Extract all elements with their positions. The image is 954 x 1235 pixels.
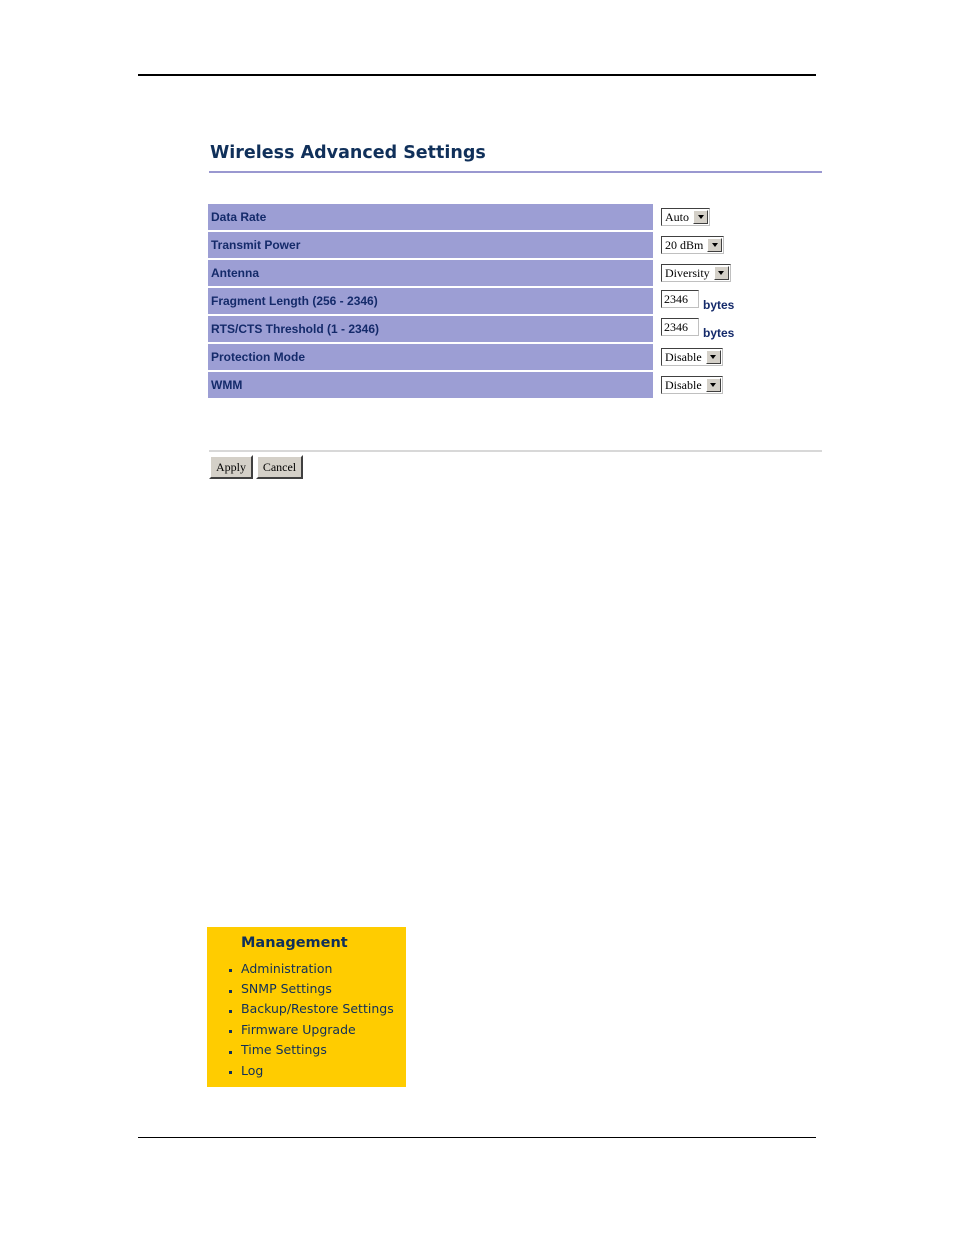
setting-label: Transmit Power [208,232,657,260]
setting-label: Data Rate [208,204,657,232]
bullet-icon [229,969,232,972]
menu-item-firmware-upgrade[interactable]: Firmware Upgrade [229,1019,394,1039]
protection-mode-select[interactable] [661,348,723,366]
select-value: 20 dBm [665,237,704,252]
chevron-down-icon[interactable] [693,210,708,224]
unit-label: bytes [703,325,735,340]
footer-rule [138,1137,816,1138]
fragment-length-input[interactable]: 2346 [661,290,699,308]
select-value: Diversity [665,265,710,280]
menu-item-time-settings[interactable]: Time Settings [229,1040,394,1060]
chevron-down-icon[interactable] [706,350,721,364]
apply-button[interactable]: Apply [209,455,253,479]
setting-label: Protection Mode [208,344,657,372]
bullet-icon [229,1030,232,1033]
unit-label: bytes [703,297,735,312]
chevron-down-icon[interactable] [714,266,729,280]
chevron-down-icon[interactable] [707,238,722,252]
setting-row-wmm [208,372,822,400]
menu-item-snmp-settings[interactable]: SNMP Settings [229,978,394,998]
rts-threshold-input[interactable]: 2346 [661,318,699,336]
setting-label: Antenna [208,260,657,288]
wmm-select[interactable] [661,376,723,394]
setting-row-rts-threshold [208,316,822,344]
title-underline [209,171,822,173]
antenna-select[interactable] [661,264,731,282]
setting-label: Fragment Length (256 - 2346) [208,288,657,316]
bullet-icon [229,990,232,993]
setting-row-antenna [208,260,822,288]
setting-row-protection-mode [208,344,822,372]
management-menu [207,927,406,1087]
setting-label: RTS/CTS Threshold (1 - 2346) [208,316,657,344]
select-value: Disable [665,377,702,392]
form-divider [209,450,822,452]
data-rate-select[interactable] [661,208,710,226]
menu-item-backup-restore[interactable]: Backup/Restore Settings [229,999,394,1019]
select-value: Auto [665,209,689,224]
menu-item-log[interactable]: Log [229,1060,394,1080]
management-menu-list [229,958,394,1080]
bullet-icon [229,1051,232,1054]
setting-row-fragment-length [208,288,822,316]
chevron-down-icon[interactable] [706,378,721,392]
cancel-button[interactable]: Cancel [256,455,303,479]
header-rule [138,74,816,76]
settings-table [208,204,822,400]
page-title: Wireless Advanced Settings [210,143,486,163]
bullet-icon [229,1010,232,1013]
management-menu-title: Management [241,935,348,951]
transmit-power-select[interactable] [661,236,724,254]
bullet-icon [229,1071,232,1074]
setting-row-data-rate [208,204,822,232]
menu-item-administration[interactable]: Administration [229,958,394,978]
setting-label: WMM [208,372,657,400]
select-value: Disable [665,349,702,364]
setting-row-transmit-power [208,232,822,260]
